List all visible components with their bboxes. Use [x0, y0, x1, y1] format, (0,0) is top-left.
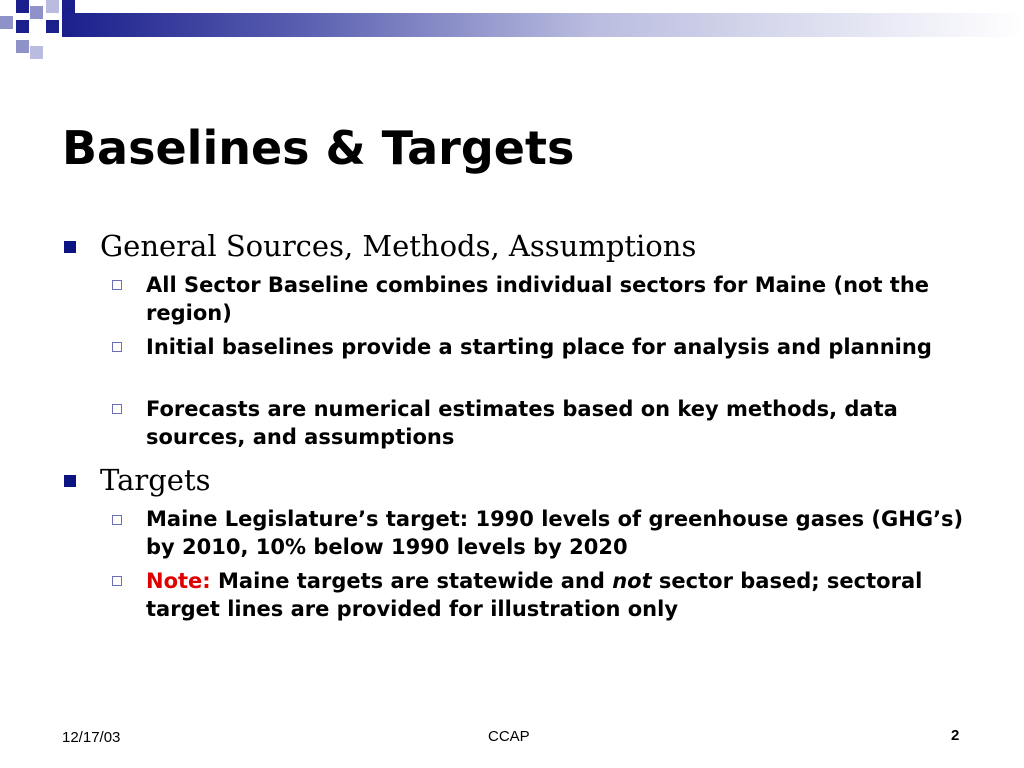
note-text: sector based; sectoral target lines are provided for illustration only — [146, 569, 923, 621]
footer-date: 12/17/03 — [62, 729, 121, 746]
list-item: Forecasts are numerical estimates based on key methods, data sources, and assumptions — [146, 397, 898, 449]
page-number: 2 — [951, 727, 960, 744]
hollow-square-icon — [112, 342, 122, 352]
note-text: Maine targets are statewide and — [210, 569, 613, 593]
decor-square-icon — [16, 0, 29, 13]
decor-square-icon — [30, 46, 43, 59]
header-gradient-band — [62, 13, 1024, 37]
decor-square-icon — [16, 20, 29, 33]
decor-square-icon — [46, 20, 59, 33]
list-item: All Sector Baseline combines individual sectors for Maine (not the region) — [146, 273, 930, 325]
filled-square-icon — [64, 241, 76, 253]
decor-square-icon — [46, 0, 59, 13]
header-decoration — [0, 0, 1024, 70]
filled-square-icon — [64, 475, 76, 487]
decor-square-icon — [30, 6, 43, 19]
footer-center-text: CCAP — [488, 728, 530, 745]
hollow-square-icon — [112, 280, 122, 290]
slide-title: Baselines & Targets — [62, 121, 575, 175]
decor-square-icon — [62, 0, 75, 13]
note-label: Note: — [146, 569, 211, 593]
section-heading: General Sources, Methods, Assumptions — [100, 229, 697, 263]
list-item — [146, 567, 966, 623]
hollow-square-icon — [112, 515, 122, 525]
note-emphasis: not — [612, 569, 652, 593]
hollow-square-icon — [112, 576, 122, 586]
section-heading: Targets — [100, 463, 211, 497]
decor-square-icon — [0, 16, 13, 29]
decor-square-icon — [16, 40, 29, 53]
hollow-square-icon — [112, 404, 122, 414]
list-item: Initial baselines provide a starting place for analysis and planning — [146, 335, 932, 359]
list-item: Maine Legislature’s target: 1990 levels of greenhouse gases (GHG’s) by 2010, 10% below 1990 levels by 2020 — [146, 507, 964, 559]
